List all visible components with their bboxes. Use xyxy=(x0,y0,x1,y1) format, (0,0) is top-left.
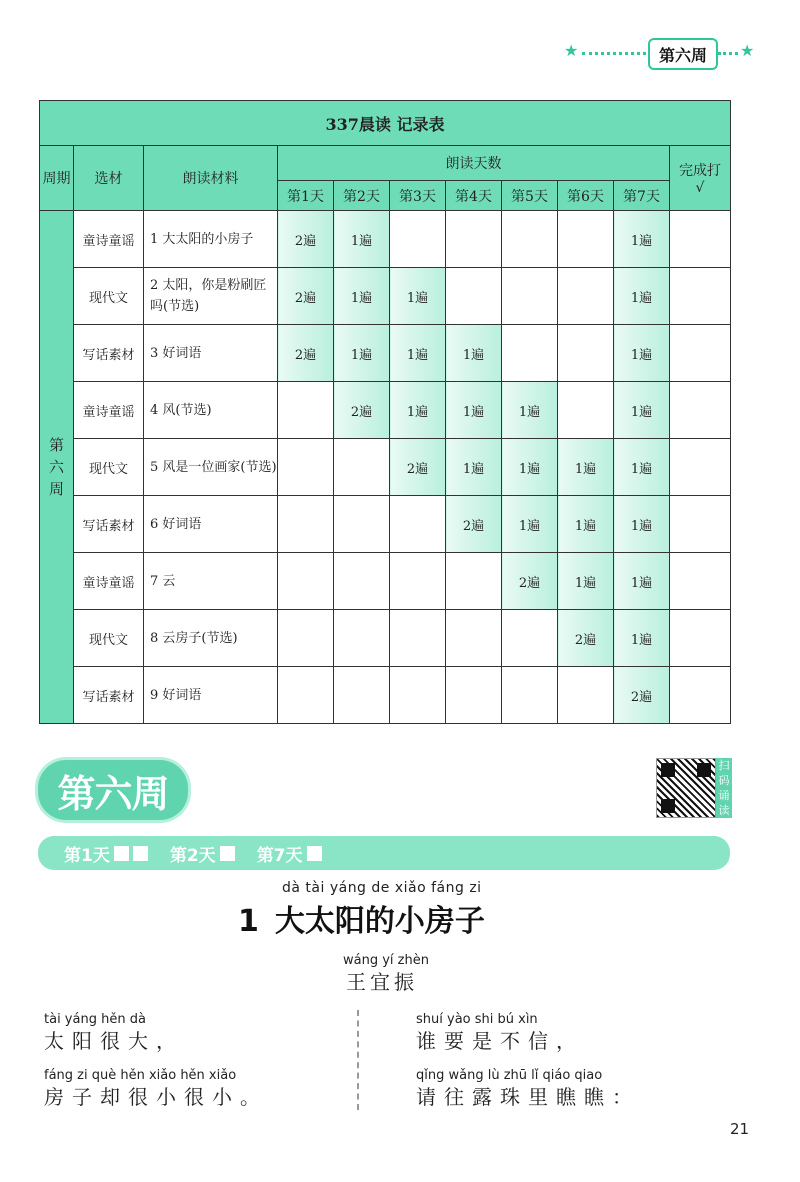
day-header: 第7天 xyxy=(614,181,670,211)
day-cell xyxy=(446,610,502,667)
type-cell: 现代文 xyxy=(74,610,144,667)
poem-text: 谁要是不信， xyxy=(416,1029,584,1053)
day-cell xyxy=(502,211,558,268)
day-cell xyxy=(446,553,502,610)
done-cell[interactable] xyxy=(670,610,731,667)
day-cell: 2遍 xyxy=(558,610,614,667)
day-cell: 2遍 xyxy=(334,382,390,439)
done-cell[interactable] xyxy=(670,667,731,724)
poem-pinyin: shuí yào shi bú xìn xyxy=(416,1012,538,1027)
day-cell: 1遍 xyxy=(390,268,446,325)
table-title: 337晨读 记录表 xyxy=(40,101,731,146)
table-row xyxy=(40,382,731,439)
day-cell: 1遍 xyxy=(558,553,614,610)
day-cell xyxy=(334,553,390,610)
day-cell xyxy=(558,211,614,268)
done-cell[interactable] xyxy=(670,439,731,496)
poem-pinyin: qǐng wǎng lù zhū lǐ qiáo qiao xyxy=(416,1068,603,1083)
done-cell[interactable] xyxy=(670,382,731,439)
checkbox-icon[interactable] xyxy=(307,846,322,861)
day-cell xyxy=(446,667,502,724)
checkbox-icon[interactable] xyxy=(133,846,148,861)
day-cell: 1遍 xyxy=(446,325,502,382)
day-cell xyxy=(278,610,334,667)
dotted-line xyxy=(718,52,738,55)
lesson-title xyxy=(238,896,598,940)
poem-line xyxy=(44,1012,184,1054)
day-cell xyxy=(558,382,614,439)
author: 王宜振 xyxy=(346,970,418,994)
day-cell: 1遍 xyxy=(446,382,502,439)
poem-text: 请往露珠里瞧瞧： xyxy=(416,1085,640,1109)
done-cell[interactable] xyxy=(670,268,731,325)
day-cell xyxy=(390,496,446,553)
done-cell[interactable] xyxy=(670,211,731,268)
day-cell: 1遍 xyxy=(558,439,614,496)
poem-line xyxy=(44,1068,268,1110)
day-cell xyxy=(278,382,334,439)
day-cell: 1遍 xyxy=(502,439,558,496)
day-cell xyxy=(390,667,446,724)
week-tag: 第六周 xyxy=(648,38,718,70)
qr-code-icon[interactable] xyxy=(656,758,716,818)
day-cell: 1遍 xyxy=(614,211,670,268)
day-cell xyxy=(334,439,390,496)
day-cell xyxy=(334,610,390,667)
day-7-label: 第7天 xyxy=(256,845,303,866)
day-cell xyxy=(446,211,502,268)
day-cell: 2遍 xyxy=(614,667,670,724)
day-cell xyxy=(278,496,334,553)
day-cell xyxy=(558,268,614,325)
day-cell xyxy=(390,610,446,667)
lesson-number: 1 xyxy=(238,904,259,939)
type-cell: 写话素材 xyxy=(74,325,144,382)
day-cell xyxy=(390,553,446,610)
day-cell: 1遍 xyxy=(614,268,670,325)
day-header: 第4天 xyxy=(446,181,502,211)
col-period: 周期 xyxy=(40,146,74,211)
day-cell xyxy=(446,268,502,325)
day-cell: 1遍 xyxy=(334,211,390,268)
day-cell: 1遍 xyxy=(614,496,670,553)
day-cell: 1遍 xyxy=(614,325,670,382)
day-cell: 2遍 xyxy=(278,268,334,325)
poem-pinyin: tài yáng hěn dà xyxy=(44,1012,146,1027)
header-week-tag xyxy=(560,36,760,70)
table-row xyxy=(40,268,731,325)
material-cell: 2 太阳，你是粉刷匠吗(节选) xyxy=(144,268,278,325)
day-cell: 1遍 xyxy=(614,610,670,667)
day-cell xyxy=(390,211,446,268)
day-cell: 1遍 xyxy=(390,382,446,439)
day-header: 第3天 xyxy=(390,181,446,211)
qr-label: 扫码诵读 xyxy=(716,758,732,818)
day-cell xyxy=(558,667,614,724)
day-cell xyxy=(278,553,334,610)
col-days: 朗读天数 xyxy=(278,146,670,181)
day-cell: 1遍 xyxy=(558,496,614,553)
day-2-label: 第2天 xyxy=(169,845,216,866)
col-type: 选材 xyxy=(74,146,144,211)
day-cell xyxy=(558,325,614,382)
type-cell: 现代文 xyxy=(74,268,144,325)
day-cell: 1遍 xyxy=(334,268,390,325)
day-cell xyxy=(502,325,558,382)
day-header: 第6天 xyxy=(558,181,614,211)
author-pinyin: wáng yí zhèn xyxy=(343,953,429,968)
day-cell: 1遍 xyxy=(502,496,558,553)
day-cell: 1遍 xyxy=(446,439,502,496)
material-cell: 6 好词语 xyxy=(144,496,278,553)
star-icon: ★ xyxy=(740,41,755,60)
day-cell xyxy=(334,667,390,724)
table-row xyxy=(40,553,731,610)
day-cell: 2遍 xyxy=(502,553,558,610)
type-cell: 童诗童谣 xyxy=(74,553,144,610)
week-banner: 第六周 xyxy=(38,760,188,820)
material-cell: 4 风(节选) xyxy=(144,382,278,439)
day-cell: 2遍 xyxy=(278,211,334,268)
checkbox-icon[interactable] xyxy=(220,846,235,861)
day-header: 第2天 xyxy=(334,181,390,211)
material-cell: 3 好词语 xyxy=(144,325,278,382)
day-cell: 1遍 xyxy=(614,382,670,439)
day-cell: 1遍 xyxy=(334,325,390,382)
lesson-title-pinyin: dà tài yáng de xiǎo fáng zi xyxy=(282,880,482,896)
table-row xyxy=(40,325,731,382)
done-cell[interactable] xyxy=(670,325,731,382)
day-cell xyxy=(502,268,558,325)
material-cell: 7 云 xyxy=(144,553,278,610)
day-cell xyxy=(502,610,558,667)
poem-line xyxy=(416,1012,584,1054)
table-row xyxy=(40,610,731,667)
table-row xyxy=(40,439,731,496)
day-chunk xyxy=(170,841,235,866)
type-cell: 写话素材 xyxy=(74,667,144,724)
day-cell xyxy=(278,439,334,496)
day-cell: 1遍 xyxy=(614,553,670,610)
material-cell: 5 风是一位画家(节选) xyxy=(144,439,278,496)
type-cell: 写话素材 xyxy=(74,496,144,553)
col-done: 完成打√ xyxy=(670,146,731,211)
day-cell: 1遍 xyxy=(502,382,558,439)
material-cell: 9 好词语 xyxy=(144,667,278,724)
day-cell: 1遍 xyxy=(390,325,446,382)
day-header: 第5天 xyxy=(502,181,558,211)
type-cell: 现代文 xyxy=(74,439,144,496)
day-cell xyxy=(502,667,558,724)
type-cell: 童诗童谣 xyxy=(74,211,144,268)
col-material: 朗读材料 xyxy=(144,146,278,211)
poem-line xyxy=(416,1068,640,1110)
reading-record-table xyxy=(39,100,731,724)
material-cell: 8 云房子(节选) xyxy=(144,610,278,667)
period-cell: 第 六 周 xyxy=(40,211,74,724)
day-cell xyxy=(278,667,334,724)
day-header: 第1天 xyxy=(278,181,334,211)
poem-text: 太阳很大， xyxy=(44,1029,184,1053)
day-chunk xyxy=(257,841,322,866)
day-cell: 2遍 xyxy=(446,496,502,553)
day-chunk xyxy=(64,841,148,866)
star-icon: ★ xyxy=(564,41,579,60)
lesson-title-text: 大太阳的小房子 xyxy=(274,904,485,939)
day-cell xyxy=(334,496,390,553)
dotted-line xyxy=(582,52,646,55)
page-number: 21 xyxy=(730,1120,750,1138)
checkbox-icon[interactable] xyxy=(114,846,129,861)
poem-text: 房子却很小很小。 xyxy=(44,1085,268,1109)
done-cell[interactable] xyxy=(670,496,731,553)
done-cell[interactable] xyxy=(670,553,731,610)
table-row xyxy=(40,211,731,268)
type-cell: 童诗童谣 xyxy=(74,382,144,439)
day-cell: 2遍 xyxy=(278,325,334,382)
column-divider xyxy=(357,1010,359,1110)
day-cell: 1遍 xyxy=(614,439,670,496)
day-1-label: 第1天 xyxy=(64,845,110,866)
day-bar xyxy=(38,836,730,870)
table-row xyxy=(40,667,731,724)
day-cell: 2遍 xyxy=(390,439,446,496)
material-cell: 1 大太阳的小房子 xyxy=(144,211,278,268)
poem-pinyin: fáng zi què hěn xiǎo hěn xiǎo xyxy=(44,1068,237,1083)
table-row xyxy=(40,496,731,553)
